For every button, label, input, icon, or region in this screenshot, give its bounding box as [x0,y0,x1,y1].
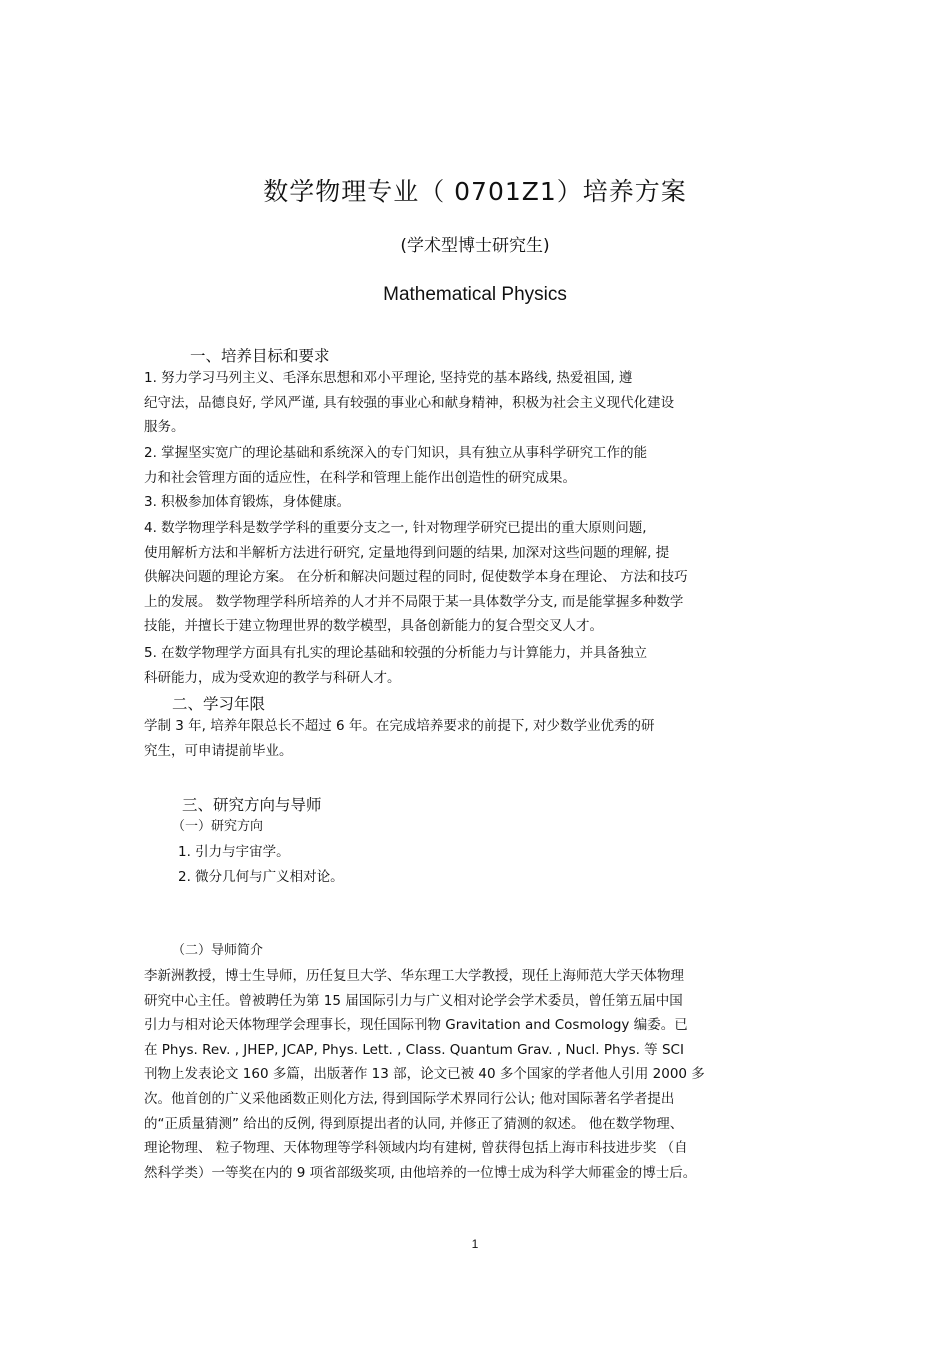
paragraph-line: 引力与相对论天体物理学会理事长，现任国际刊物 Gravitation and Cosmology 编委。已 [144,1017,688,1034]
paragraph-line: 1. 努力学习马列主义、毛泽东思想和邓小平理论, 坚持党的基本路线, 热爱祖国, 遵 [144,370,633,386]
paragraph-line: 上的发展。 数学物理学科所培养的人才并不局限于某一具体数学分支, 而是能掌握多种数学 [144,593,684,610]
subheading-directions: （一）研究方向 [172,819,264,834]
section-body-goals-4 [144,516,812,639]
paragraph-line: 究生，可申请提前毕业。 [144,742,293,759]
section-body-goals-2 [144,441,812,515]
subheading-advisor: （二）导师简介 [172,943,264,958]
paragraph-line: 研究中心主任。曾被聘任为第 15 届国际引力与广义相对论学会学术委员，曾任第五届中国 [144,992,683,1009]
list-item: 1. 引力与宇宙学。 [178,844,290,860]
paragraph-line: 的“正质量猜测” 给出的反例, 得到原提出者的认同, 并修正了猜测的叙述。 他在数学物理、 [144,1115,684,1132]
paragraph-line: 在 Phys. Rev. , JHEP, JCAP, Phys. Lett. , Class. Quantum Grav. , Nucl. Phys. 等 SCI [144,1041,684,1058]
paragraph-line: 然科学类）一等奖在内的 9 项省部级奖项, 由他培养的一位博士成为科学大师霍金的博士后。 [144,1164,697,1181]
paragraph-line: 李新洲教授，博士生导师，历任复旦大学、华东理工大学教授，现任上海师范大学天体物理 [144,968,684,984]
section-body-duration [144,714,812,763]
paragraph-line: 技能，并擅长于建立物理世界的数学模型，具备创新能力的复合型交叉人才。 [144,618,603,635]
english-title: Mathematical Physics [383,284,567,305]
paragraph-line: 服务。 [144,419,185,436]
document-subtitle: (学术型博士研究生) [400,236,550,256]
paragraph-line: 力和社会管理方面的适应性，在科学和管理上能作出创造性的研究成果。 [144,469,576,486]
paragraph-line: 5. 在数学物理学方面具有扎实的理论基础和较强的分析能力与计算能力，并具备独立 [144,645,648,661]
paragraph-line: 次。他首创的广义采他函数正则化方法, 得到国际学术界同行公认; 他对国际著名学者提出 [144,1090,675,1107]
paragraph-line: 纪守法，品德良好, 学风严谨, 具有较强的事业心和献身精神，积极为社会主义现代化建设 [144,394,675,411]
paragraph-line: 刊物上发表论文 160 多篇，出版著作 13 部，论文已被 40 多个国家的学者他人引用 2000 多 [144,1066,705,1083]
paragraph-line: 学制 3 年, 培养年限总长不超过 6 年。在完成培养要求的前提下, 对少数学业优秀的研 [144,718,655,734]
paragraph-line: 使用解析方法和半解析方法进行研究, 定量地得到问题的结果, 加深对这些问题的理解, 提 [144,544,670,561]
section-body-goals [144,366,812,440]
section-heading-goals: 一、培养目标和要求 [190,347,330,365]
paragraph-line: 4. 数学物理学科是数学学科的重要分支之一, 针对物理学研究已提出的重大原则问题, [144,520,647,536]
page-number: 1 [471,1237,479,1251]
section-heading-research: 三、研究方向与导师 [182,796,322,814]
document-title: 数学物理专业（ 0701Z1）培养方案 [263,177,687,206]
research-directions-list [178,840,846,889]
section-heading-duration: 二、学习年限 [172,695,266,713]
paragraph-line: 科研能力，成为受欢迎的教学与科研人才。 [144,669,401,686]
section-body-goals-5 [144,641,812,690]
list-item: 2. 微分几何与广义相对论。 [178,868,344,885]
paragraph-line: 2. 掌握坚实宽广的理论基础和系统深入的专门知识，具有独立从事科学研究工作的能 [144,445,648,461]
paragraph-line: 理论物理、 粒子物理、天体物理等学科领域内均有建树, 曾获得包括上海市科技进步奖 （自 [144,1140,688,1157]
advisor-bio [144,964,812,1185]
paragraph-line: 供解决问题的理论方案。 在分析和解决问题过程的同时, 促使数学本身在理论、 方法和技巧 [144,569,688,586]
paragraph-line: 3. 积极参加体育锻炼，身体健康。 [144,494,351,511]
